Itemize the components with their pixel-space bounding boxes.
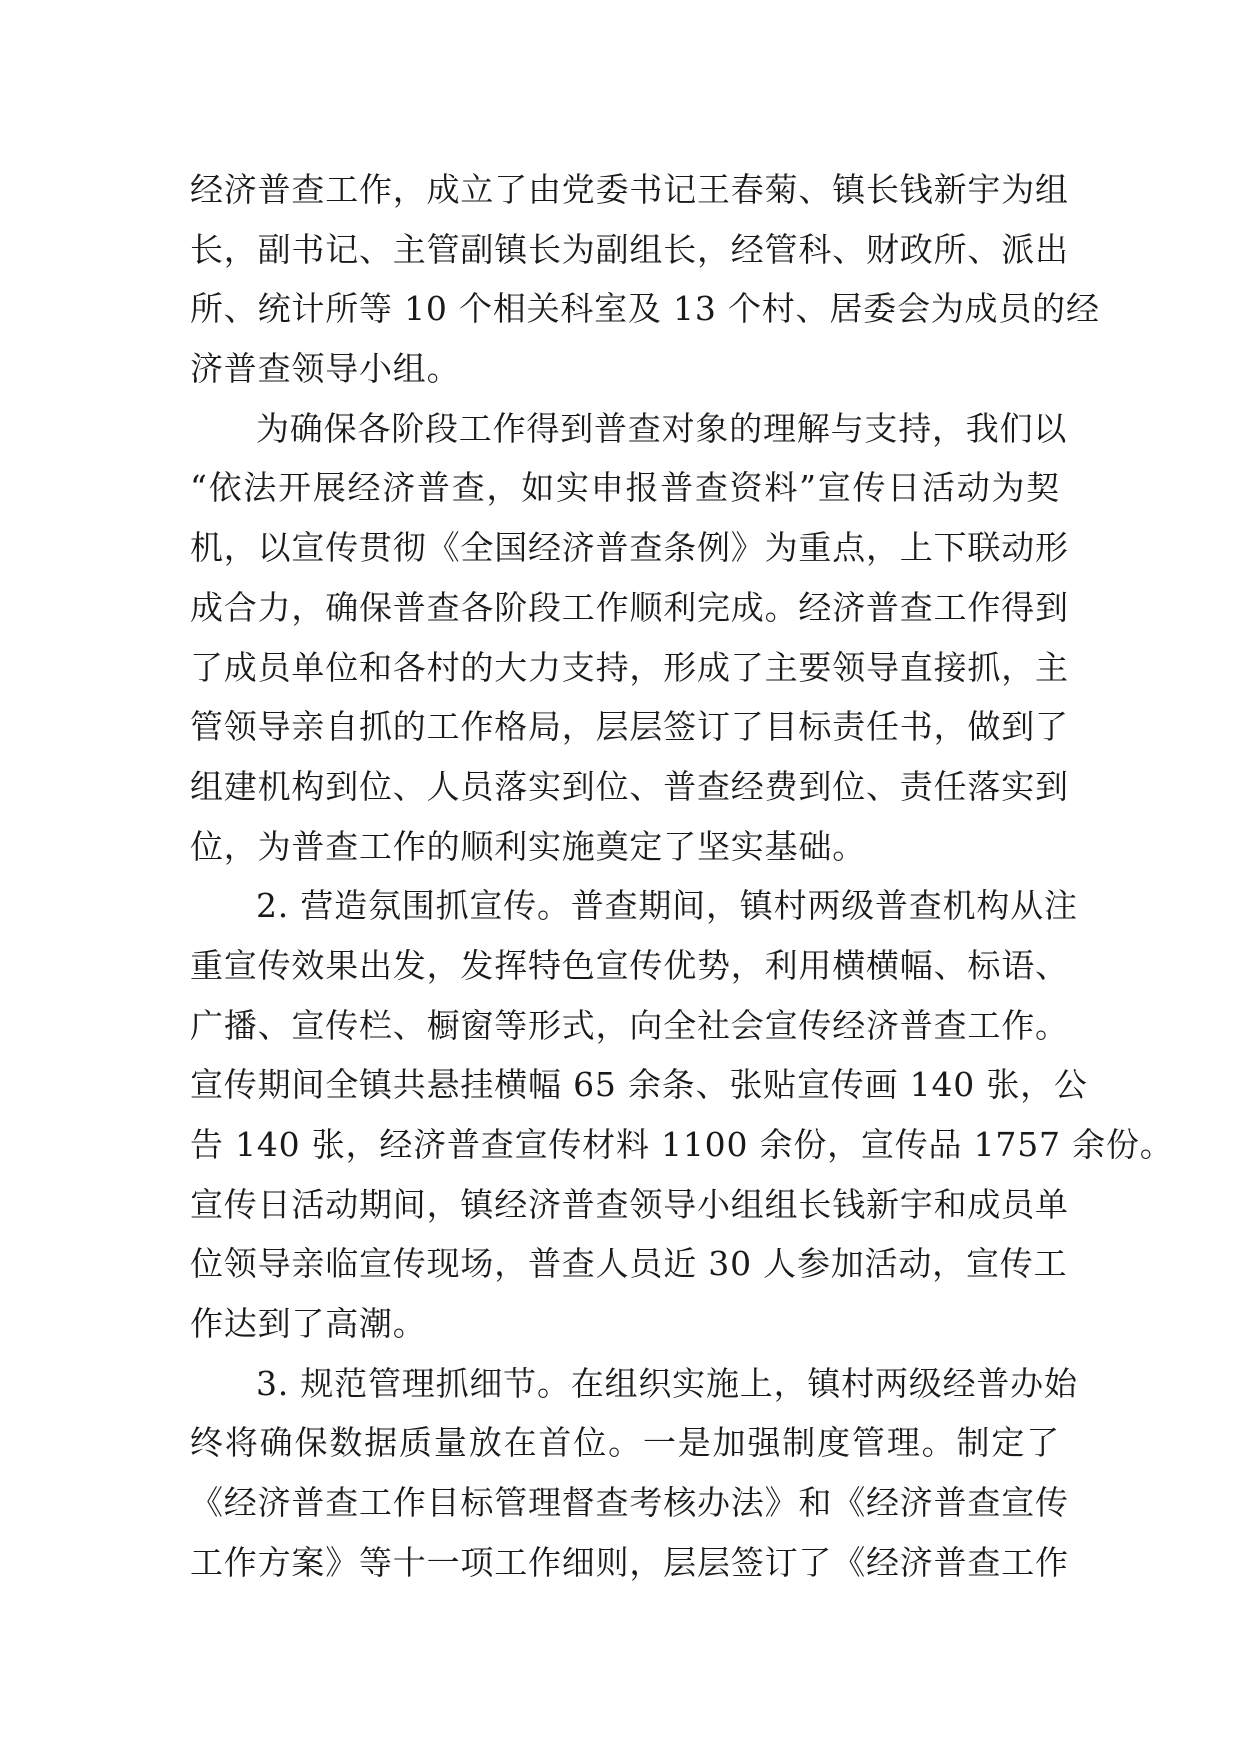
text-line: 《经济普查工作目标管理督查考核办法》和《经济普查宣传 [190,1483,1069,1523]
text-line: 终将确保数据质量放在首位。一是加强制度管理。制定了 [190,1423,1060,1463]
document-body [190,160,1174,1593]
text-line: 位领导亲临宣传现场，普查人员近 30 人参加活动，宣传工 [190,1244,1068,1284]
text-line: 了成员单位和各村的大力支持，形成了主要领导直接抓，主 [190,647,1069,687]
paragraph [190,160,1100,399]
text-line: 告 140 张，经济普查宣传材料 1100 余份，宣传品 1757 余份。 [190,1125,1174,1164]
text-line: 为确保各阶段工作得到普查对象的理解与支持，我们以 [256,408,1068,448]
text-line: 管领导亲自抓的工作格局，层层签订了目标责任书，做到了 [190,707,1069,747]
text-line: 3. 规范管理抓细节。在组织实施上，镇村两级经普办始 [256,1363,1078,1403]
text-line: “依法开展经济普查，如实申报普查资料”宣传日活动为契 [190,468,1060,508]
text-line: 作达到了高潮。 [190,1304,427,1344]
text-line: 成合力，确保普查各阶段工作顺利完成。经济普查工作得到 [190,587,1069,627]
text-line: 机，以宣传贯彻《全国经济普查条例》为重点，上下联动形 [190,528,1069,568]
text-line: 长，副书记、主管副镇长为副组长，经管科、财政所、派出 [190,229,1069,269]
paragraph [190,399,1069,877]
text-line: 广播、宣传栏、橱窗等形式，向全社会宣传经济普查工作。 [190,1005,1069,1045]
text-line: 宣传期间全镇共悬挂横幅 65 余条、张贴宣传画 140 张，公 [190,1065,1088,1105]
paragraph [190,1354,1078,1593]
text-line: 宣传日活动期间，镇经济普查领导小组组长钱新宇和成员单 [190,1184,1069,1224]
text-line: 组建机构到位、人员落实到位、普查经费到位、责任落实到 [190,766,1069,806]
text-line: 济普查领导小组。 [190,349,461,389]
paragraph [190,876,1174,1354]
text-line: 重宣传效果出发，发挥特色宣传优势，利用横横幅、标语、 [190,945,1069,985]
text-line: 工作方案》等十一项工作细则，层层签订了《经济普查工作 [190,1542,1069,1582]
text-line: 2. 营造氛围抓宣传。普查期间，镇村两级普查机构从注 [256,886,1078,926]
text-line: 经济普查工作，成立了由党委书记王春菊、镇长钱新宇为组 [190,170,1069,209]
text-line: 位，为普查工作的顺利实施奠定了坚实基础。 [190,826,866,866]
text-line: 所、统计所等 10 个相关科室及 13 个村、居委会为成员的经 [190,289,1100,329]
